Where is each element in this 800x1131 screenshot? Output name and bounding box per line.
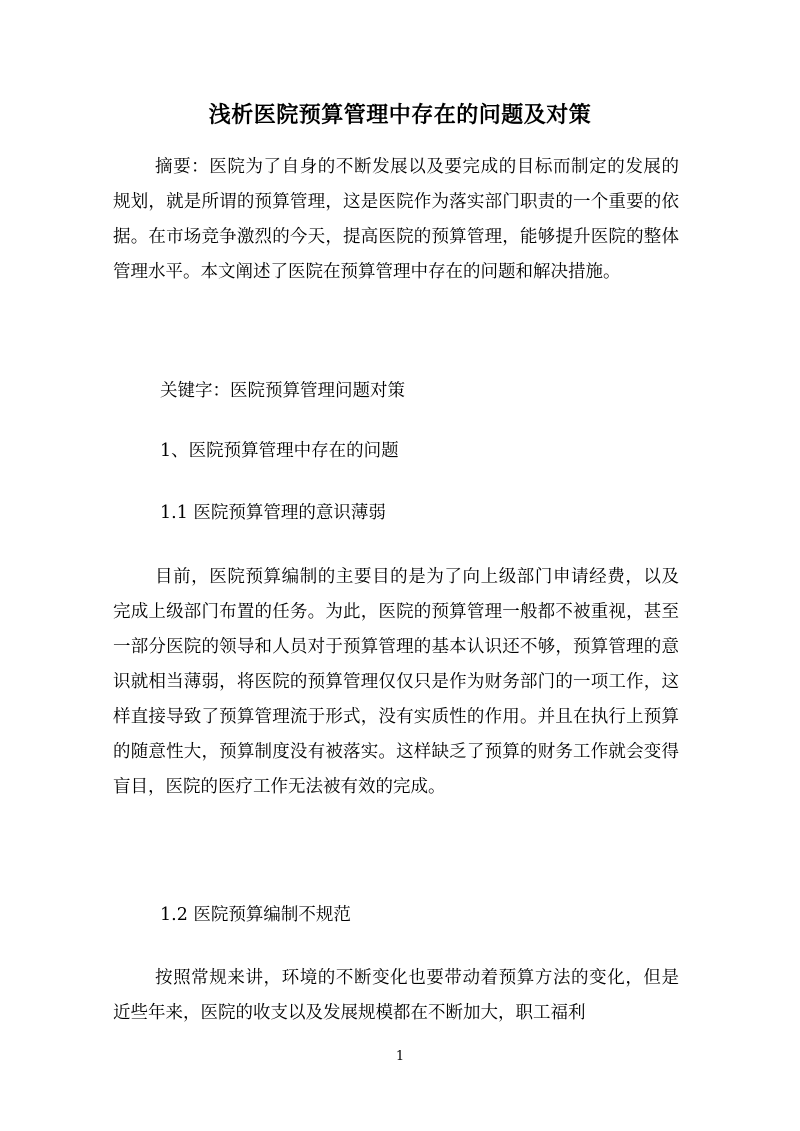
section-1-1-paragraph: 目前，医院预算编制的主要目的是为了向上级部门申请经费，以及完成上级部门布置的任务。为此，医院的预算管理一般都不被重视，甚至一部分医院的领导和人员对于预算管理的基本认识还不够，预算管理的意识就相当薄弱，将医院的预算管理仅仅只是作为财务部门的一项工作，这样直接导致了预算管理流于形式，没有实质性的作用。并且在执行上预算的随意性大，预算制度没有被落实。这样缺乏了预算的财务工作就会变得盲目，医院的医疗工作无法被有效的完成。 — [113, 567, 679, 797]
section-1-2-heading: 1.2 医院预算编制不规范 — [160, 905, 351, 925]
keywords-line: 关键字：医院预算管理问题对策 — [160, 381, 405, 401]
abstract-paragraph: 摘要：医院为了自身的不断发展以及要完成的目标而制定的发展的规划，就是所谓的预算管理，这是医院作为落实部门职责的一个重要的依据。在市场竞争激烈的今天，提高医院的预算管理，能够提升医院的整体管理水平。本文阐述了医院在预算管理中存在的问题和解决措施。 — [113, 157, 679, 282]
section-1-heading: 1、医院预算管理中存在的问题 — [160, 441, 399, 461]
section-1-1-heading: 1.1 医院预算管理的意识薄弱 — [160, 503, 386, 523]
page-number: 1 — [395, 1049, 405, 1064]
section-1-2-paragraph: 按照常规来讲，环境的不断变化也要带动着预算方法的变化，但是近些年来，医院的收支以及发展规模都在不断加大，职工福利 — [113, 968, 679, 1023]
document-title: 浅析医院预算管理中存在的问题及对策 — [208, 103, 592, 128]
